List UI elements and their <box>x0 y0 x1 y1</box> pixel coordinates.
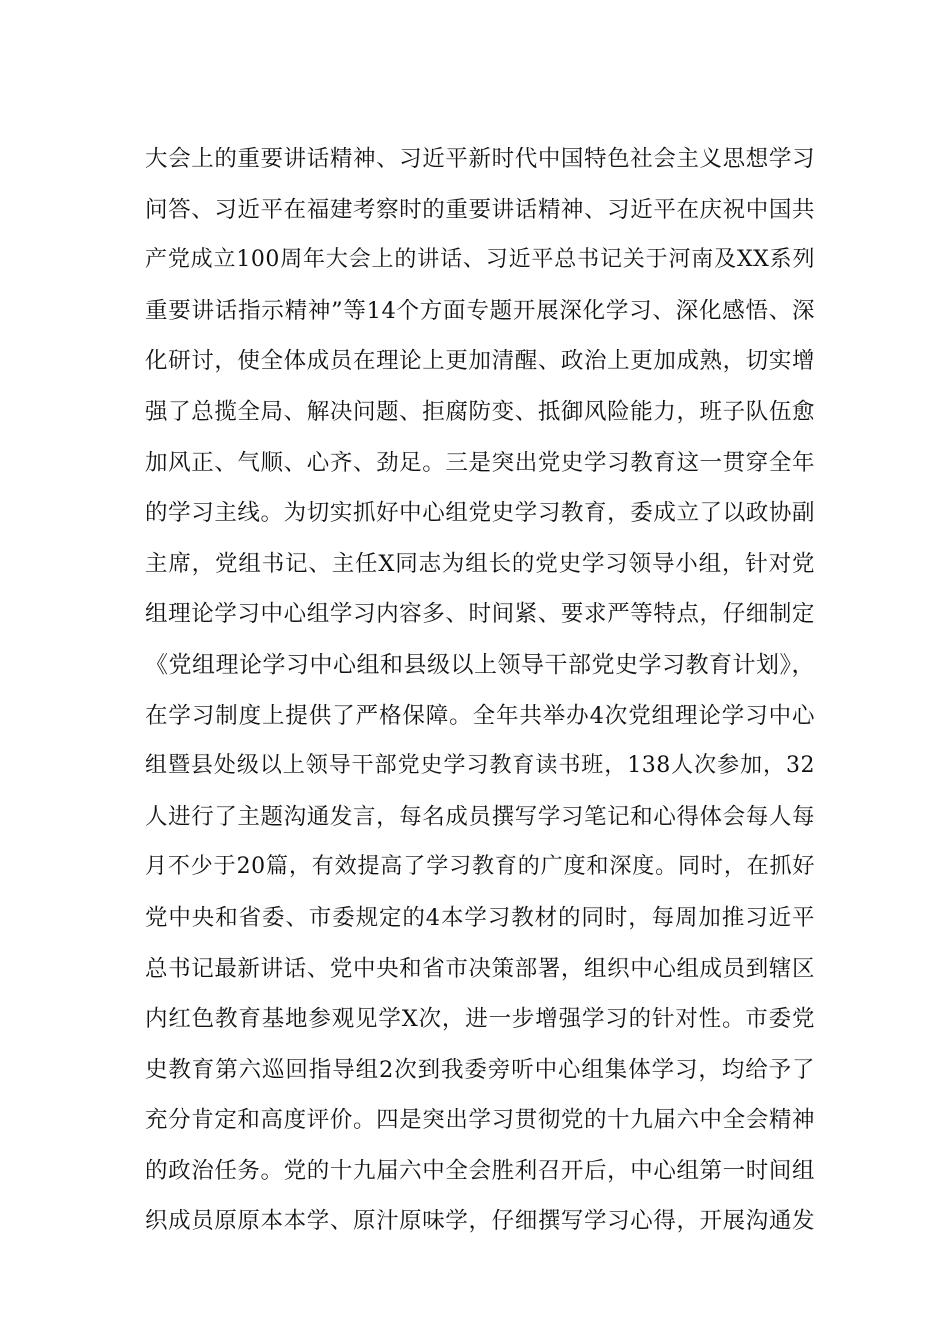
text-line: 总书记最新讲话、党中央和省市决策部署，组织中心组成员到辖区 <box>145 955 815 982</box>
text-line: 在学习制度上提供了严格保障。全年共举办4次党组理论学习中心 <box>145 702 815 729</box>
text-line: 的政治任务。党的十九届六中全会胜利召开后，中心组第一时间组 <box>145 1157 815 1184</box>
text-line: 产党成立100周年大会上的讲话、习近平总书记关于河南及XX系列 <box>145 247 815 273</box>
text-line: 《党组理论学习中心组和县级以上领导干部党史学习教育计划》， <box>145 651 815 678</box>
text-line: 大会上的重要讲话精神、习近平新时代中国特色社会主义思想学习 <box>145 146 815 172</box>
text-line: 史教育第六巡回指导组2次到我委旁听中心组集体学习，均给予了 <box>145 1056 815 1083</box>
text-line: 织成员原原本本学、原汁原味学，仔细撰写学习心得，开展沟通发 <box>145 1208 815 1235</box>
text-line: 主席，党组书记、主任X同志为组长的党史学习领导小组，针对党 <box>145 550 815 577</box>
text-line: 组理论学习中心组学习内容多、时间紧、要求严等特点，仔细制定 <box>145 601 815 628</box>
text-line: 内红色教育基地参观见学X次，进一步增强学习的针对性。市委党 <box>145 1006 815 1033</box>
text-line: 人进行了主题沟通发言，每名成员撰写学习笔记和心得体会每人每 <box>145 803 815 830</box>
text-line: 月不少于20篇，有效提高了学习教育的广度和深度。同时，在抓好 <box>145 854 815 880</box>
text-line: 重要讲话指示精神”等14个方面专题开展深化学习、深化感悟、深 <box>145 297 815 324</box>
body-text <box>145 134 815 1247</box>
text-line: 的学习主线。为切实抓好中心组党史学习教育，委成立了以政协副 <box>145 500 815 527</box>
text-line: 充分肯定和高度评价。四是突出学习贯彻党的十九届六中全会精神 <box>145 1107 815 1134</box>
text-line: 党中央和省委、市委规定的4本学习教材的同时，每周加推习近平 <box>145 904 815 931</box>
text-line: 问答、习近平在福建考察时的重要讲话精神、习近平在庆祝中国共 <box>145 196 815 223</box>
text-line: 化研讨，使全体成员在理论上更加清醒、政治上更加成熟，切实增 <box>145 348 815 375</box>
text-line: 加风正、气顺、心齐、劲足。三是突出党史学习教育这一贯穿全年 <box>145 449 815 476</box>
text-line: 强了总揽全局、解决问题、拒腐防变、抵御风险能力，班子队伍愈 <box>145 398 815 425</box>
text-line: 组暨县处级以上领导干部党史学习教育读书班，138人次参加，32 <box>145 753 815 779</box>
